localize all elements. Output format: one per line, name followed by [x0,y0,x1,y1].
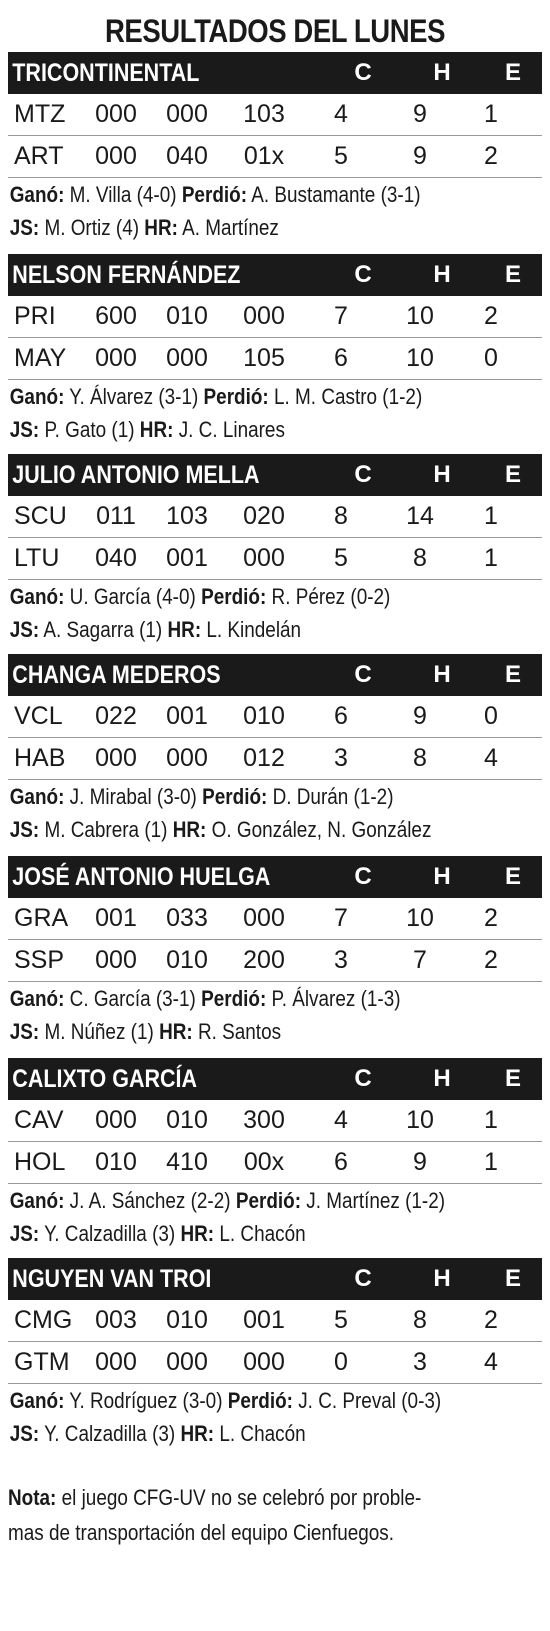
save-hr-line [8,211,467,244]
runs-value: 0 [334,1348,348,1376]
save-pitcher: M. Ortiz (4) [44,215,140,240]
hits-value: 3 [413,1348,427,1376]
errors-value: 2 [484,142,498,170]
runs-value: 6 [334,344,348,372]
innings-1-3: 000 [95,142,137,170]
game-block [8,1258,542,1460]
pitchers-line [8,178,467,211]
runs-header: C [354,863,372,890]
errors-value: 2 [484,1306,498,1334]
game-header [8,1058,542,1100]
score-row [8,296,542,338]
team-abbr: CMG [14,1306,73,1334]
note-line-1: el juego CFG-UV no se celebró por proble- [61,1485,422,1510]
errors-value: 2 [484,302,498,330]
hits-value: 10 [406,904,434,932]
stadium-name: NGUYEN VAN TROI [12,1264,212,1293]
innings-4-6: 000 [166,1348,208,1376]
stadium-name: CHANGA MEDEROS [12,660,221,689]
hr-label: HR: [180,1221,215,1246]
hits-header: H [433,1065,451,1092]
lost-label: Perdió: [201,584,267,609]
innings-7-9: 001 [243,1306,285,1334]
errors-value: 4 [484,744,498,772]
won-label: Ganó: [9,784,65,809]
save-pitcher: M. Núñez (1) [44,1019,154,1044]
innings-1-3: 000 [95,100,137,128]
save-label: JS: [9,1221,40,1246]
game-header [8,654,542,696]
losing-pitcher: J. Martínez (1-2) [306,1188,446,1213]
score-row [8,696,542,738]
team-abbr: CAV [14,1106,64,1134]
hits-value: 10 [406,344,434,372]
game-block [8,654,542,856]
won-label: Ganó: [9,584,65,609]
losing-pitcher: P. Álvarez (1-3) [271,986,401,1011]
innings-1-3: 600 [95,302,137,330]
hr-label: HR: [144,215,178,240]
pitchers-line [8,380,467,413]
save-label: JS: [9,417,40,442]
runs-value: 5 [334,544,348,572]
innings-7-9: 00x [243,1148,285,1176]
runs-value: 8 [334,502,348,530]
save-hr-line [8,1217,467,1250]
stadium-name: NELSON FERNÁNDEZ [12,260,241,289]
note-label: Nota: [8,1485,57,1510]
innings-4-6: 410 [166,1148,208,1176]
game-header [8,1258,542,1300]
innings-7-9: 200 [243,946,285,974]
hits-value: 8 [413,544,427,572]
errors-value: 1 [484,1106,498,1134]
won-label: Ganó: [9,1388,65,1413]
save-hr-line [8,1417,467,1450]
game-header [8,254,542,296]
innings-1-3: 000 [95,344,137,372]
hits-header: H [433,59,451,86]
home-runs: J. C. Linares [178,417,285,442]
score-row [8,940,542,982]
won-label: Ganó: [9,986,65,1011]
innings-7-9: 01x [243,142,285,170]
team-abbr: LTU [14,544,60,572]
save-label: JS: [9,215,40,240]
innings-1-3: 003 [95,1306,137,1334]
errors-header: E [504,661,521,688]
team-abbr: VCL [14,702,63,730]
hits-header: H [433,863,451,890]
team-abbr: MAY [14,344,67,372]
save-pitcher: P. Gato (1) [44,417,135,442]
winning-pitcher: Y. Rodríguez (3-0) [69,1388,223,1413]
winning-pitcher: J. A. Sánchez (2-2) [69,1188,231,1213]
note-line-2: mas de transportación del equipo Cienfuegos. [8,1520,395,1545]
home-runs: L. Chacón [219,1421,306,1446]
pitchers-line [8,580,467,613]
page-title: RESULTADOS DEL LUNES [104,13,445,49]
runs-header: C [354,661,372,688]
lost-label: Perdió: [202,784,268,809]
stadium-name: JOSÉ ANTONIO HUELGA [12,862,271,891]
innings-1-3: 000 [95,946,137,974]
hr-label: HR: [159,1019,193,1044]
hits-value: 9 [413,702,427,730]
errors-header: E [504,461,521,488]
lost-label: Perdió: [227,1388,293,1413]
hr-label: HR: [180,1421,215,1446]
innings-1-3: 000 [95,744,137,772]
save-pitcher: M. Cabrera (1) [44,817,168,842]
innings-7-9: 103 [243,100,285,128]
lost-label: Perdió: [181,182,247,207]
save-label: JS: [9,1019,40,1044]
losing-pitcher: R. Pérez (0-2) [271,584,391,609]
team-abbr: PRI [14,302,56,330]
losing-pitcher: J. C. Preval (0-3) [298,1388,442,1413]
winning-pitcher: J. Mirabal (3-0) [69,784,197,809]
innings-4-6: 033 [166,904,208,932]
stadium-name: CALIXTO GARCÍA [12,1064,198,1093]
team-abbr: SCU [14,502,67,530]
errors-header: E [504,59,521,86]
save-hr-line [8,1015,467,1048]
hits-value: 14 [406,502,434,530]
save-label: JS: [9,617,40,642]
save-hr-line [8,813,467,846]
innings-7-9: 010 [243,702,285,730]
errors-header: E [504,863,521,890]
hits-value: 7 [413,946,427,974]
game-header [8,856,542,898]
errors-value: 2 [484,904,498,932]
score-row [8,1100,542,1142]
errors-value: 0 [484,344,498,372]
lost-label: Perdió: [235,1188,302,1213]
runs-header: C [354,261,372,288]
score-row [8,338,542,380]
pitchers-line [8,1384,467,1417]
innings-1-3: 022 [95,702,137,730]
score-row [8,136,542,178]
save-pitcher: A. Sagarra (1) [43,617,163,642]
innings-4-6: 001 [166,702,208,730]
game-header [8,52,542,94]
innings-7-9: 012 [243,744,285,772]
errors-value: 2 [484,946,498,974]
game-block [8,254,542,454]
innings-1-3: 000 [95,1348,137,1376]
home-runs: A. Martínez [182,215,279,240]
errors-header: E [504,1065,521,1092]
stadium-name: JULIO ANTONIO MELLA [12,460,260,489]
errors-value: 4 [484,1348,498,1376]
team-abbr: GTM [14,1348,70,1376]
save-pitcher: Y. Calzadilla (3) [44,1421,176,1446]
pitchers-line [8,780,467,813]
pitchers-line [8,982,467,1015]
innings-7-9: 000 [243,302,285,330]
hits-header: H [433,261,451,288]
winning-pitcher: M. Villa (4-0) [69,182,177,207]
hits-value: 9 [413,142,427,170]
save-hr-line [8,413,467,446]
pitchers-line [8,1184,467,1217]
hits-value: 9 [413,1148,427,1176]
runs-value: 7 [334,302,348,330]
game-block [8,856,542,1058]
losing-pitcher: A. Bustamante (3-1) [251,182,421,207]
errors-header: E [504,1265,521,1292]
hits-value: 8 [413,744,427,772]
runs-value: 3 [334,946,348,974]
hr-label: HR: [172,817,207,842]
hr-label: HR: [139,417,174,442]
hits-value: 9 [413,100,427,128]
game-block [8,454,542,654]
innings-4-6: 040 [166,142,208,170]
errors-value: 1 [484,544,498,572]
team-abbr: HAB [14,744,66,772]
innings-4-6: 010 [166,1306,208,1334]
innings-7-9: 000 [243,1348,285,1376]
hits-header: H [433,461,451,488]
score-row [8,898,542,940]
lost-label: Perdió: [201,986,267,1011]
errors-value: 1 [484,1148,498,1176]
errors-value: 1 [484,100,498,128]
runs-value: 3 [334,744,348,772]
innings-7-9: 000 [243,904,285,932]
game-block [8,52,542,254]
innings-4-6: 000 [166,100,208,128]
innings-7-9: 300 [243,1106,285,1134]
team-abbr: HOL [14,1148,66,1176]
runs-value: 7 [334,904,348,932]
won-label: Ganó: [9,1188,65,1213]
hits-value: 10 [406,1106,434,1134]
innings-4-6: 010 [166,302,208,330]
note [8,1480,542,1550]
home-runs: R. Santos [197,1019,282,1044]
hits-header: H [433,1265,451,1292]
save-pitcher: Y. Calzadilla (3) [44,1221,176,1246]
games-list [0,52,550,1460]
score-row [8,1142,542,1184]
save-hr-line [8,613,467,646]
team-abbr: ART [14,142,64,170]
innings-4-6: 000 [166,344,208,372]
losing-pitcher: D. Durán (1-2) [272,784,394,809]
game-header [8,454,542,496]
score-row [8,738,542,780]
home-runs: L. Chacón [219,1221,306,1246]
errors-value: 1 [484,502,498,530]
won-label: Ganó: [9,182,65,207]
score-row [8,496,542,538]
innings-7-9: 020 [243,502,285,530]
runs-value: 4 [334,100,348,128]
innings-4-6: 010 [166,946,208,974]
runs-value: 5 [334,142,348,170]
team-abbr: GRA [14,904,69,932]
runs-header: C [354,1265,372,1292]
save-label: JS: [9,1421,40,1446]
hits-value: 8 [413,1306,427,1334]
innings-7-9: 000 [243,544,285,572]
winning-pitcher: Y. Álvarez (3-1) [69,384,199,409]
home-runs: O. González, N. González [211,817,432,842]
hr-label: HR: [167,617,202,642]
innings-4-6: 000 [166,744,208,772]
team-abbr: SSP [14,946,65,974]
innings-1-3: 010 [95,1148,137,1176]
innings-4-6: 103 [166,502,208,530]
innings-1-3: 040 [95,544,137,572]
score-row [8,94,542,136]
innings-7-9: 105 [243,344,285,372]
innings-4-6: 010 [166,1106,208,1134]
losing-pitcher: L. M. Castro (1-2) [274,384,423,409]
errors-value: 0 [484,702,498,730]
runs-header: C [354,1065,372,1092]
innings-1-3: 011 [96,502,136,530]
errors-header: E [504,261,521,288]
hits-value: 10 [406,302,434,330]
score-row [8,538,542,580]
score-row [8,1300,542,1342]
innings-1-3: 001 [95,904,137,932]
winning-pitcher: C. García (3-1) [69,986,196,1011]
game-block [8,1058,542,1258]
stadium-name: TRICONTINENTAL [12,58,200,87]
home-runs: L. Kindelán [206,617,302,642]
score-row [8,1342,542,1384]
runs-header: C [354,461,372,488]
hits-header: H [433,661,451,688]
runs-value: 4 [334,1106,348,1134]
innings-1-3: 000 [95,1106,137,1134]
runs-value: 6 [334,1148,348,1176]
runs-header: C [354,59,372,86]
save-label: JS: [9,817,40,842]
runs-value: 6 [334,702,348,730]
won-label: Ganó: [9,384,65,409]
lost-label: Perdió: [203,384,269,409]
winning-pitcher: U. García (4-0) [69,584,196,609]
innings-4-6: 001 [166,544,208,572]
team-abbr: MTZ [14,100,66,128]
runs-value: 5 [334,1306,348,1334]
